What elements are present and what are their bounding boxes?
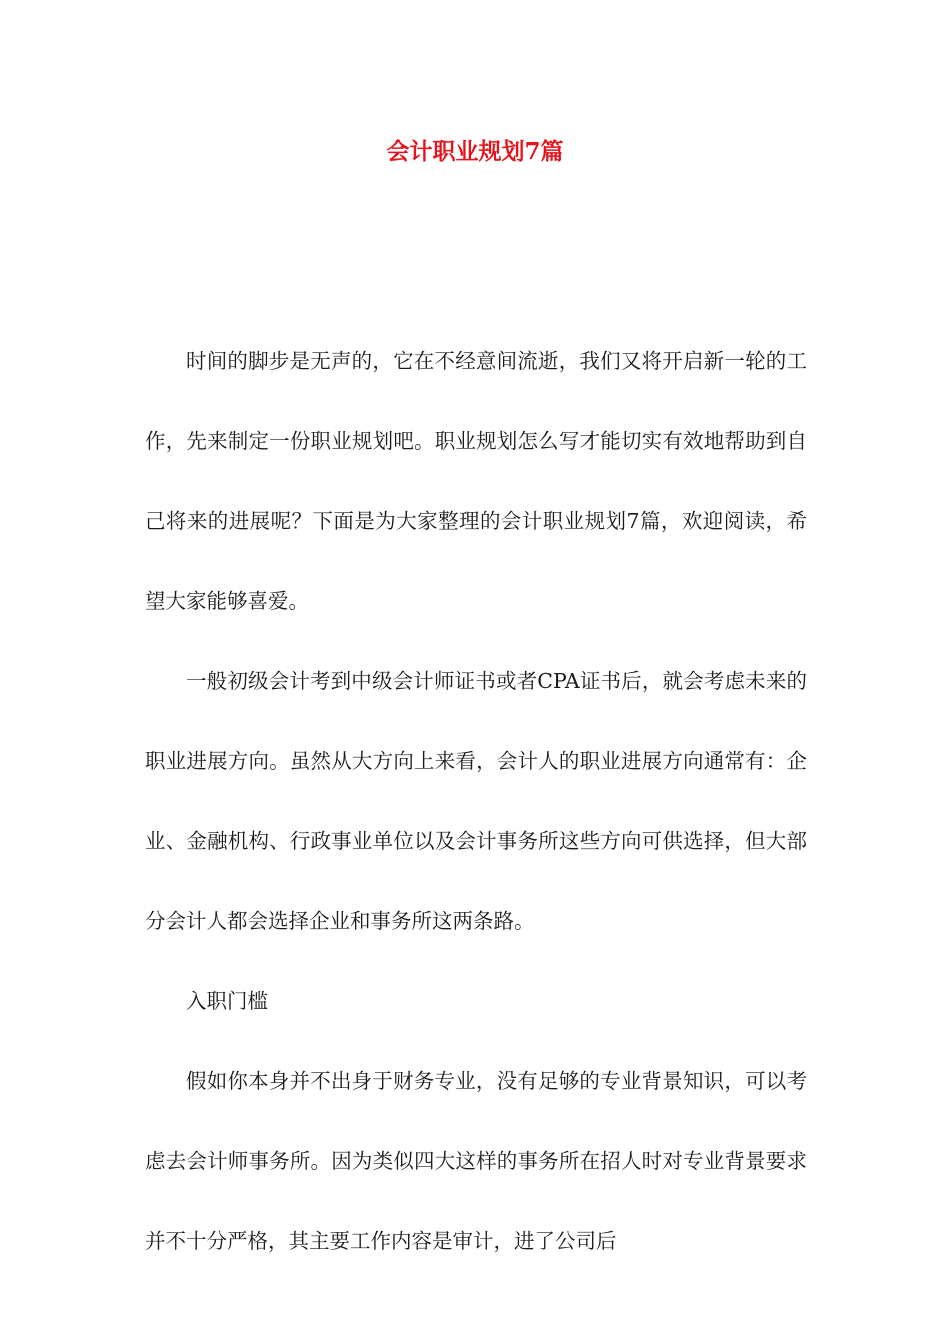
paragraph-entry-threshold: 假如你本身并不出身于财务专业，没有足够的专业背景知识，可以考虑去会计师事务所。因为类似四大这样的事务所在招人时对专业背景要求并不十分严格，其主要工作内容是审计，进了公司后 [145, 1069, 807, 1253]
document-body [145, 321, 807, 1281]
paragraph-career-direction: 一般初级会计考到中级会计师证书或者CPA证书后，就会考虑未来的职业进展方向。虽然从大方向上来看，会计人的职业进展方向通常有：企业、金融机构、行政事业单位以及会计事务所这些方向可供选择，但大部分会计人都会选择企业和事务所这两条路。 [145, 669, 807, 933]
section-heading-entry-threshold: 入职门槛 [186, 989, 268, 1013]
document-title: 会计职业规划7篇 [386, 138, 564, 165]
paragraph-intro: 时间的脚步是无声的，它在不经意间流逝，我们又将开启新一轮的工作，先来制定一份职业规划吧。职业规划怎么写才能切实有效地帮助到自己将来的进展呢？下面是为大家整理的会计职业规划7篇，欢迎阅读，希望大家能够喜爱。 [145, 349, 807, 613]
